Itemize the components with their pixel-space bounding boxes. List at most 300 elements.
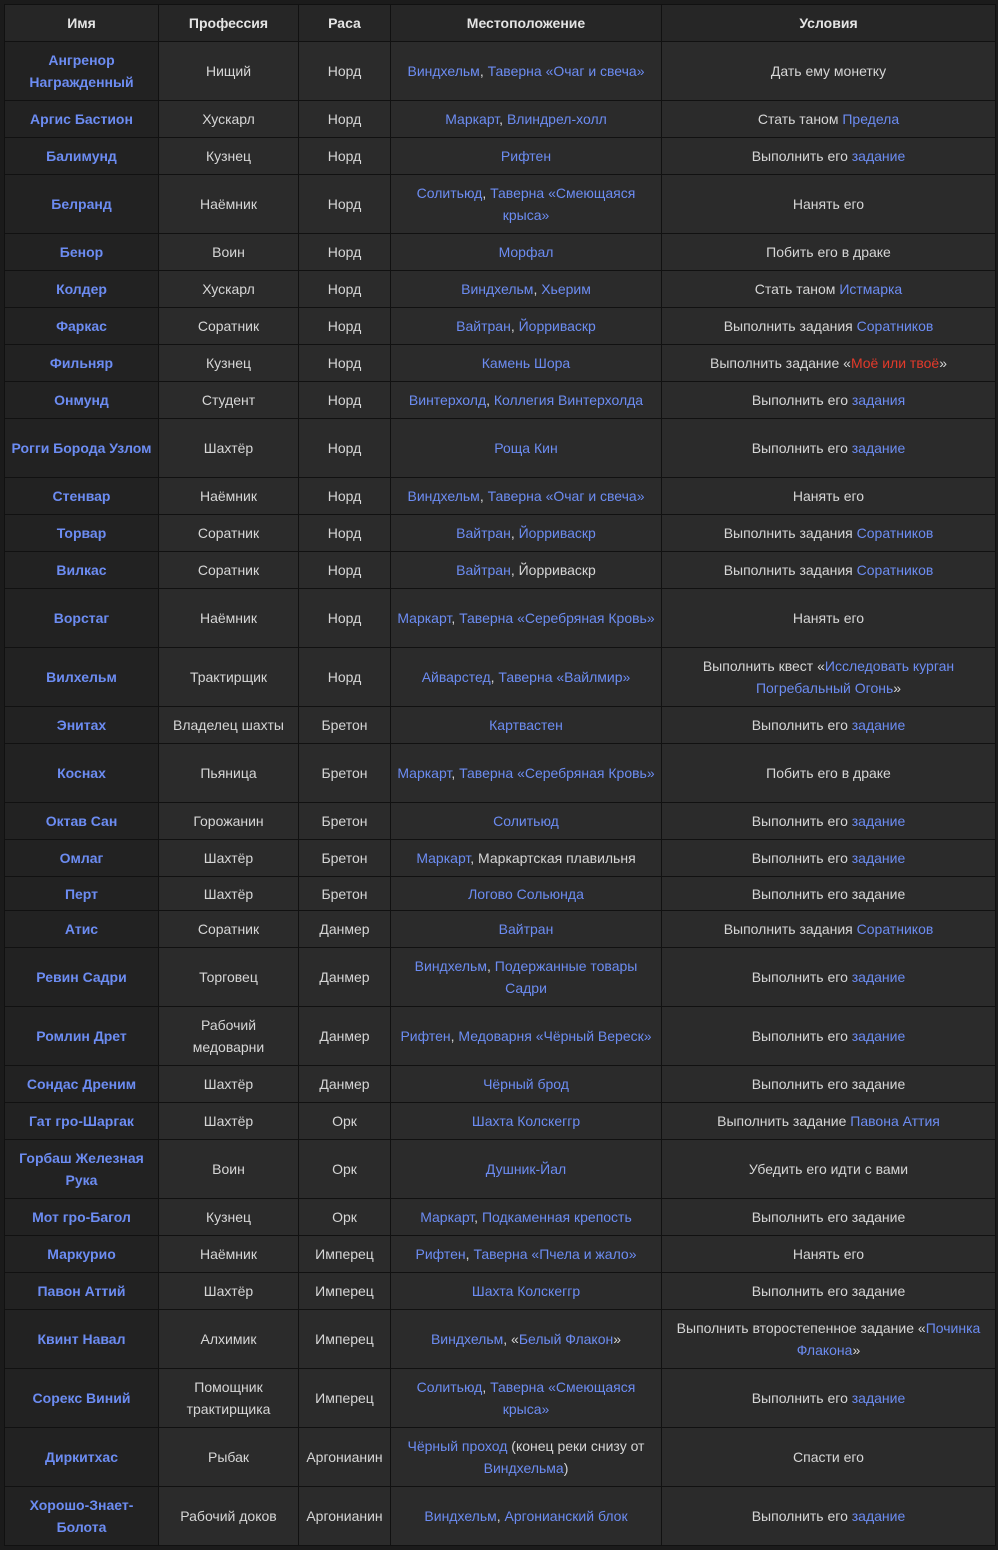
- wiki-link[interactable]: Солитьюд: [416, 185, 483, 201]
- missing-page-link[interactable]: Моё или твоё: [850, 355, 940, 371]
- table-row: [5, 175, 996, 234]
- cell-conditions: [662, 1236, 996, 1273]
- cell-race: Бретон: [299, 877, 391, 911]
- cell-text: ,: [510, 318, 519, 334]
- cell-conditions: [662, 911, 996, 948]
- cell-profession: Шахтёр: [159, 1066, 299, 1103]
- wiki-link[interactable]: Камень Шора: [481, 355, 571, 371]
- table-row: [5, 1487, 996, 1546]
- cell-conditions: [662, 308, 996, 345]
- cell-profession: Соратник: [159, 515, 299, 552]
- table-row: [5, 589, 996, 648]
- cell-text: Выполнить его: [751, 813, 852, 829]
- cell-text: ,: [474, 1209, 482, 1225]
- table-row: [5, 42, 996, 101]
- cell-location: [391, 744, 662, 803]
- cell-race: Имперец: [299, 1273, 391, 1310]
- wiki-link[interactable]: Чёрный проход: [407, 1438, 508, 1454]
- cell-profession: Кузнец: [159, 1199, 299, 1236]
- wiki-link[interactable]: Вайтран: [498, 921, 554, 937]
- cell-location: [391, 515, 662, 552]
- cell-conditions: [662, 1273, 996, 1310]
- cell-text: ,: [482, 185, 491, 201]
- wiki-link[interactable]: Картвастен: [489, 717, 563, 733]
- wiki-link[interactable]: Влиндрел-холл: [506, 111, 607, 127]
- cell-profession: Рыбак: [159, 1428, 299, 1487]
- follower-name-link[interactable]: Маркурио: [5, 1236, 159, 1273]
- cell-location: [391, 1428, 662, 1487]
- cell-text: »: [613, 1331, 622, 1347]
- wiki-link[interactable]: Таверна «Смеющаяся крыса»: [490, 185, 636, 223]
- follower-name-link[interactable]: Перт: [5, 877, 159, 911]
- cell-conditions: [662, 589, 996, 648]
- cell-race: Норд: [299, 271, 391, 308]
- cell-race: Норд: [299, 515, 391, 552]
- cell-race: Норд: [299, 138, 391, 175]
- cell-profession: Соратник: [159, 308, 299, 345]
- wiki-link[interactable]: задание: [851, 148, 906, 164]
- wiki-link[interactable]: Виндхельм: [461, 281, 534, 297]
- table-row: [5, 911, 996, 948]
- cell-text: ,: [479, 488, 488, 504]
- table-row: [5, 877, 996, 911]
- cell-conditions: [662, 707, 996, 744]
- cell-text: Выполнить задания: [723, 318, 857, 334]
- cell-location: [391, 840, 662, 877]
- cell-profession: Торговец: [159, 948, 299, 1007]
- cell-profession: Наёмник: [159, 1236, 299, 1273]
- cell-race: Аргонианин: [299, 1428, 391, 1487]
- cell-text: Выполнить его: [751, 1508, 852, 1524]
- wiki-link[interactable]: Белый Флакон: [518, 1331, 614, 1347]
- cell-conditions: [662, 478, 996, 515]
- wiki-link[interactable]: Таверна «Очаг и свеча»: [487, 63, 645, 79]
- cell-location: [391, 478, 662, 515]
- cell-conditions: [662, 234, 996, 271]
- wiki-link[interactable]: Маркарт: [397, 610, 452, 626]
- wiki-link[interactable]: задания: [851, 392, 906, 408]
- table-row: [5, 234, 996, 271]
- table-row: [5, 382, 996, 419]
- wiki-link[interactable]: Виндхельм: [430, 1331, 504, 1347]
- cell-text: Выполнить его: [751, 717, 852, 733]
- wiki-link[interactable]: Йорриваскр: [518, 318, 596, 334]
- cell-race: Норд: [299, 345, 391, 382]
- cell-race: Орк: [299, 1199, 391, 1236]
- cell-profession: Рабочий доков: [159, 1487, 299, 1546]
- cell-conditions: [662, 552, 996, 589]
- cell-race: Данмер: [299, 1066, 391, 1103]
- table-row: [5, 101, 996, 138]
- cell-location: [391, 419, 662, 478]
- cell-conditions: [662, 1428, 996, 1487]
- cell-text: Выполнить второстепенное задание «: [676, 1320, 926, 1336]
- cell-conditions: [662, 1007, 996, 1066]
- cell-location: [391, 1310, 662, 1369]
- table-header: [5, 5, 996, 42]
- wiki-link[interactable]: задание: [851, 1508, 906, 1524]
- wiki-link[interactable]: Хьерим: [541, 281, 591, 297]
- cell-profession: Рабочий медоварни: [159, 1007, 299, 1066]
- cell-text: ,: [465, 1246, 474, 1262]
- cell-race: Аргонианин: [299, 1487, 391, 1546]
- cell-profession: Пьяница: [159, 744, 299, 803]
- wiki-link[interactable]: Соратников: [856, 562, 934, 578]
- cell-text: Стать таном: [754, 281, 840, 297]
- cell-location: [391, 1066, 662, 1103]
- cell-race: Бретон: [299, 744, 391, 803]
- cell-text: »: [852, 1342, 861, 1358]
- cell-text: Выполнить его задание: [751, 1209, 906, 1225]
- cell-race: Орк: [299, 1103, 391, 1140]
- table-row: [5, 1140, 996, 1199]
- follower-name-link[interactable]: Вилкас: [5, 552, 159, 589]
- cell-race: Бретон: [299, 840, 391, 877]
- wiki-link[interactable]: Маркарт: [416, 850, 471, 866]
- cell-conditions: [662, 1369, 996, 1428]
- wiki-link[interactable]: Винтерхолд: [408, 392, 487, 408]
- cell-text: ,: [510, 525, 519, 541]
- table-row: [5, 1199, 996, 1236]
- follower-name-link[interactable]: Ревин Садри: [5, 948, 159, 1007]
- wiki-link[interactable]: Шахта Колскеггр: [471, 1283, 581, 1299]
- wiki-link[interactable]: Роща Кин: [494, 440, 558, 456]
- wiki-link[interactable]: Айварстед: [421, 669, 491, 685]
- cell-profession: Наёмник: [159, 589, 299, 648]
- follower-name-link[interactable]: Колдер: [5, 271, 159, 308]
- wiki-link[interactable]: Медоварня «Чёрный Вереск»: [458, 1028, 652, 1044]
- wiki-link[interactable]: задание: [851, 813, 906, 829]
- follower-name-link[interactable]: Ворстаг: [5, 589, 159, 648]
- wiki-link[interactable]: Таверна «Серебряная Кровь»: [459, 610, 655, 626]
- cell-text: Выполнить его: [751, 148, 852, 164]
- cell-location: [391, 707, 662, 744]
- follower-name-link[interactable]: Октав Сан: [5, 803, 159, 840]
- header-race[interactable]: Раса: [299, 5, 391, 42]
- wiki-link[interactable]: Таверна «Пчела и жало»: [473, 1246, 637, 1262]
- cell-text: Выполнить задание «: [710, 355, 851, 371]
- cell-text: »: [939, 355, 947, 371]
- table-row: [5, 840, 996, 877]
- wiki-link[interactable]: задание: [851, 717, 906, 733]
- cell-text: ,: [486, 392, 494, 408]
- cell-conditions: [662, 877, 996, 911]
- wiki-link[interactable]: Предела: [842, 111, 900, 127]
- cell-location: [391, 589, 662, 648]
- follower-name-link[interactable]: Аргис Бастион: [5, 101, 159, 138]
- followers-table: [4, 4, 996, 1546]
- follower-name-link[interactable]: Павон Аттий: [5, 1273, 159, 1310]
- cell-profession: Алхимик: [159, 1310, 299, 1369]
- cell-race: Норд: [299, 478, 391, 515]
- follower-name-link[interactable]: Вилхельм: [5, 648, 159, 707]
- cell-race: Норд: [299, 175, 391, 234]
- header-name[interactable]: Имя: [5, 5, 159, 42]
- wiki-link[interactable]: Виндхельм: [414, 958, 487, 974]
- cell-location: [391, 911, 662, 948]
- wiki-link[interactable]: Подержанные товары Садри: [494, 958, 638, 996]
- wiki-link[interactable]: Виндхельма: [483, 1460, 564, 1476]
- follower-name-link[interactable]: Омлаг: [5, 840, 159, 877]
- wiki-link[interactable]: Вайтран: [456, 562, 511, 578]
- cell-location: [391, 1236, 662, 1273]
- wiki-link[interactable]: Виндхельм: [407, 488, 480, 504]
- cell-profession: Горожанин: [159, 803, 299, 840]
- cell-location: [391, 234, 662, 271]
- wiki-link[interactable]: Таверна «Серебряная Кровь»: [459, 765, 655, 781]
- cell-text: ): [563, 1460, 569, 1476]
- cell-profession: Трактирщик: [159, 648, 299, 707]
- table-row: [5, 1428, 996, 1487]
- cell-text: ,: [490, 669, 499, 685]
- cell-text: Нанять его: [792, 1246, 865, 1262]
- cell-race: Имперец: [299, 1236, 391, 1273]
- cell-conditions: [662, 271, 996, 308]
- cell-text: Убедить его идти с вами: [748, 1161, 909, 1177]
- cell-race: Данмер: [299, 948, 391, 1007]
- follower-name-link[interactable]: Торвар: [5, 515, 159, 552]
- header-conditions[interactable]: Условия: [662, 5, 996, 42]
- cell-race: Орк: [299, 1140, 391, 1199]
- cell-profession: Нищий: [159, 42, 299, 101]
- cell-race: Норд: [299, 552, 391, 589]
- wiki-link[interactable]: задание: [851, 850, 906, 866]
- cell-profession: Шахтёр: [159, 877, 299, 911]
- cell-text: ,: [486, 958, 495, 974]
- cell-text: ,: [533, 281, 542, 297]
- wiki-link[interactable]: Логово Сольюнда: [468, 885, 584, 902]
- cell-text: Выполнить его: [751, 440, 852, 456]
- cell-race: Данмер: [299, 1007, 391, 1066]
- cell-conditions: [662, 1140, 996, 1199]
- follower-name-link[interactable]: Сорекс Виний: [5, 1369, 159, 1428]
- wiki-link[interactable]: Солитьюд: [493, 813, 559, 829]
- wiki-link[interactable]: Соратников: [856, 318, 934, 334]
- cell-text: ,: [482, 1379, 491, 1395]
- wiki-link[interactable]: Чёрный брод: [483, 1076, 569, 1092]
- wiki-link[interactable]: Таверна «Очаг и свеча»: [487, 488, 645, 504]
- wiki-link[interactable]: Исследовать курган Погребальный Огонь: [755, 658, 955, 696]
- wiki-link[interactable]: Рифтен: [415, 1246, 466, 1262]
- cell-location: [391, 1369, 662, 1428]
- follower-name-link[interactable]: Гат гро-Шаргак: [5, 1103, 159, 1140]
- cell-race: Норд: [299, 589, 391, 648]
- cell-text: ,: [450, 1028, 459, 1044]
- cell-location: [391, 271, 662, 308]
- follower-name-link[interactable]: Фильняр: [5, 345, 159, 382]
- wiki-link[interactable]: Солитьюд: [416, 1379, 483, 1395]
- follower-name-link[interactable]: Квинт Навал: [5, 1310, 159, 1369]
- cell-conditions: [662, 1487, 996, 1546]
- cell-profession: Хускарл: [159, 101, 299, 138]
- cell-conditions: [662, 345, 996, 382]
- cell-location: [391, 1199, 662, 1236]
- cell-location: [391, 1273, 662, 1310]
- cell-location: [391, 138, 662, 175]
- wiki-link[interactable]: Соратников: [856, 525, 934, 541]
- cell-profession: Владелец шахты: [159, 707, 299, 744]
- wiki-link[interactable]: задание: [851, 1390, 906, 1406]
- cell-location: [391, 1487, 662, 1546]
- cell-text: Побить его в драке: [766, 765, 891, 781]
- follower-name-link[interactable]: Мот гро-Багол: [5, 1199, 159, 1236]
- cell-profession: Хускарл: [159, 271, 299, 308]
- follower-name-link[interactable]: Диркитхас: [5, 1428, 159, 1487]
- follower-name-link[interactable]: Бенор: [5, 234, 159, 271]
- wiki-link[interactable]: Вайтран: [456, 525, 511, 541]
- wiki-link[interactable]: Истмарка: [839, 281, 903, 297]
- cell-profession: Соратник: [159, 552, 299, 589]
- cell-conditions: [662, 840, 996, 877]
- wiki-link[interactable]: Маркарт: [420, 1209, 475, 1225]
- wiki-link[interactable]: Шахта Колскеггр: [471, 1113, 581, 1129]
- cell-text: Выполнить задание: [717, 1113, 851, 1129]
- follower-name-link[interactable]: Атис: [5, 911, 159, 948]
- cell-location: [391, 877, 662, 911]
- table-row: [5, 803, 996, 840]
- follower-name-link[interactable]: Коснах: [5, 744, 159, 803]
- cell-text: »: [893, 680, 902, 696]
- wiki-link[interactable]: Маркарт: [397, 765, 452, 781]
- wiki-link[interactable]: Рифтен: [500, 148, 552, 164]
- cell-text: Выполнить его задание: [751, 1076, 906, 1092]
- wiki-link[interactable]: Соратников: [856, 921, 934, 937]
- cell-profession: Студент: [159, 382, 299, 419]
- cell-text: Выполнить его задание: [751, 1283, 906, 1299]
- table-row: [5, 1273, 996, 1310]
- cell-profession: Шахтёр: [159, 1273, 299, 1310]
- wiki-link[interactable]: Аргонианский блок: [504, 1508, 628, 1524]
- cell-location: [391, 308, 662, 345]
- table-row: [5, 1236, 996, 1273]
- table-row: [5, 478, 996, 515]
- cell-text: , «: [503, 1331, 519, 1347]
- table-body: [5, 42, 996, 1546]
- wiki-link[interactable]: задание: [851, 1028, 906, 1044]
- follower-name-link[interactable]: Ангренор Награжденный: [5, 42, 159, 101]
- header-profession[interactable]: Профессия: [159, 5, 299, 42]
- cell-race: Бретон: [299, 707, 391, 744]
- cell-text: ,: [451, 765, 460, 781]
- wiki-link[interactable]: Маркарт: [445, 111, 500, 127]
- wiki-link[interactable]: Подкаменная крепость: [481, 1209, 632, 1225]
- table-row: [5, 744, 996, 803]
- wiki-link[interactable]: Вайтран: [456, 318, 511, 334]
- header-row: [5, 5, 996, 42]
- cell-profession: Шахтёр: [159, 419, 299, 478]
- follower-name-link[interactable]: Онмунд: [5, 382, 159, 419]
- table-row: [5, 1310, 996, 1369]
- wiki-link[interactable]: Морфал: [498, 244, 554, 260]
- cell-race: Имперец: [299, 1310, 391, 1369]
- cell-text: ,: [451, 610, 460, 626]
- table-row: [5, 707, 996, 744]
- cell-text: , Маркартская плавильня: [470, 850, 636, 866]
- follower-name-link[interactable]: Фаркас: [5, 308, 159, 345]
- wiki-link[interactable]: Таверна «Вайлмир»: [498, 669, 631, 685]
- cell-text: Побить его в драке: [766, 244, 891, 260]
- follower-name-link[interactable]: Ромлин Дрет: [5, 1007, 159, 1066]
- cell-race: Норд: [299, 234, 391, 271]
- cell-text: Выполнить задания: [723, 921, 857, 937]
- table-row: [5, 308, 996, 345]
- cell-profession: Кузнец: [159, 345, 299, 382]
- table-row: [5, 271, 996, 308]
- cell-race: Бретон: [299, 803, 391, 840]
- cell-text: Дать ему монетку: [770, 63, 887, 79]
- wiki-link[interactable]: Виндхельм: [407, 63, 480, 79]
- follower-name-link[interactable]: Балимунд: [5, 138, 159, 175]
- table-row: [5, 515, 996, 552]
- cell-text: , Йорриваскр: [510, 562, 596, 578]
- cell-race: Норд: [299, 648, 391, 707]
- cell-race: Норд: [299, 419, 391, 478]
- cell-location: [391, 382, 662, 419]
- cell-location: [391, 1007, 662, 1066]
- table-row: [5, 1369, 996, 1428]
- follower-name-link[interactable]: Сондас Дреним: [5, 1066, 159, 1103]
- wiki-link[interactable]: задание: [851, 969, 906, 985]
- wiki-link[interactable]: Душник-Йал: [485, 1161, 567, 1177]
- cell-profession: Воин: [159, 234, 299, 271]
- cell-conditions: [662, 42, 996, 101]
- cell-location: [391, 1140, 662, 1199]
- cell-text: Выполнить его задание: [751, 885, 906, 902]
- follower-name-link[interactable]: Рогги Борода Узлом: [5, 419, 159, 478]
- wiki-link[interactable]: Коллегия Винтерхолда: [493, 392, 644, 408]
- header-location[interactable]: Местоположение: [391, 5, 662, 42]
- cell-race: Норд: [299, 42, 391, 101]
- wiki-link[interactable]: Рифтен: [400, 1028, 451, 1044]
- cell-text: ,: [496, 1508, 505, 1524]
- wiki-link[interactable]: Павона Аттия: [850, 1113, 940, 1129]
- wiki-link[interactable]: Йорриваскр: [518, 525, 596, 541]
- cell-conditions: [662, 101, 996, 138]
- cell-race: Норд: [299, 308, 391, 345]
- cell-profession: Наёмник: [159, 478, 299, 515]
- cell-text: Нанять его: [792, 488, 865, 504]
- follower-name-link[interactable]: Стенвар: [5, 478, 159, 515]
- wiki-link[interactable]: Таверна «Смеющаяся крыса»: [490, 1379, 636, 1417]
- cell-conditions: [662, 1066, 996, 1103]
- cell-conditions: [662, 382, 996, 419]
- table-row: [5, 419, 996, 478]
- cell-location: [391, 175, 662, 234]
- cell-profession: Помощник трактирщика: [159, 1369, 299, 1428]
- cell-profession: Соратник: [159, 911, 299, 948]
- cell-race: Данмер: [299, 911, 391, 948]
- wiki-link[interactable]: задание: [851, 440, 906, 456]
- cell-text: Спасти его: [793, 1449, 864, 1465]
- cell-profession: Воин: [159, 1140, 299, 1199]
- cell-race: Имперец: [299, 1369, 391, 1428]
- cell-conditions: [662, 1199, 996, 1236]
- cell-conditions: [662, 803, 996, 840]
- follower-name-link[interactable]: Хорошо-Знает-Болота: [5, 1487, 159, 1546]
- table-row: [5, 648, 996, 707]
- cell-text: Выполнить его: [751, 1028, 852, 1044]
- cell-text: ,: [499, 111, 507, 127]
- table-row: [5, 552, 996, 589]
- follower-name-link[interactable]: Энитах: [5, 707, 159, 744]
- follower-name-link[interactable]: Горбаш Железная Рука: [5, 1140, 159, 1199]
- cell-conditions: [662, 744, 996, 803]
- follower-name-link[interactable]: Белранд: [5, 175, 159, 234]
- wiki-link[interactable]: Виндхельм: [424, 1508, 497, 1524]
- table-row: [5, 345, 996, 382]
- cell-profession: Шахтёр: [159, 1103, 299, 1140]
- wiki-link[interactable]: Починка Флакона: [796, 1320, 981, 1358]
